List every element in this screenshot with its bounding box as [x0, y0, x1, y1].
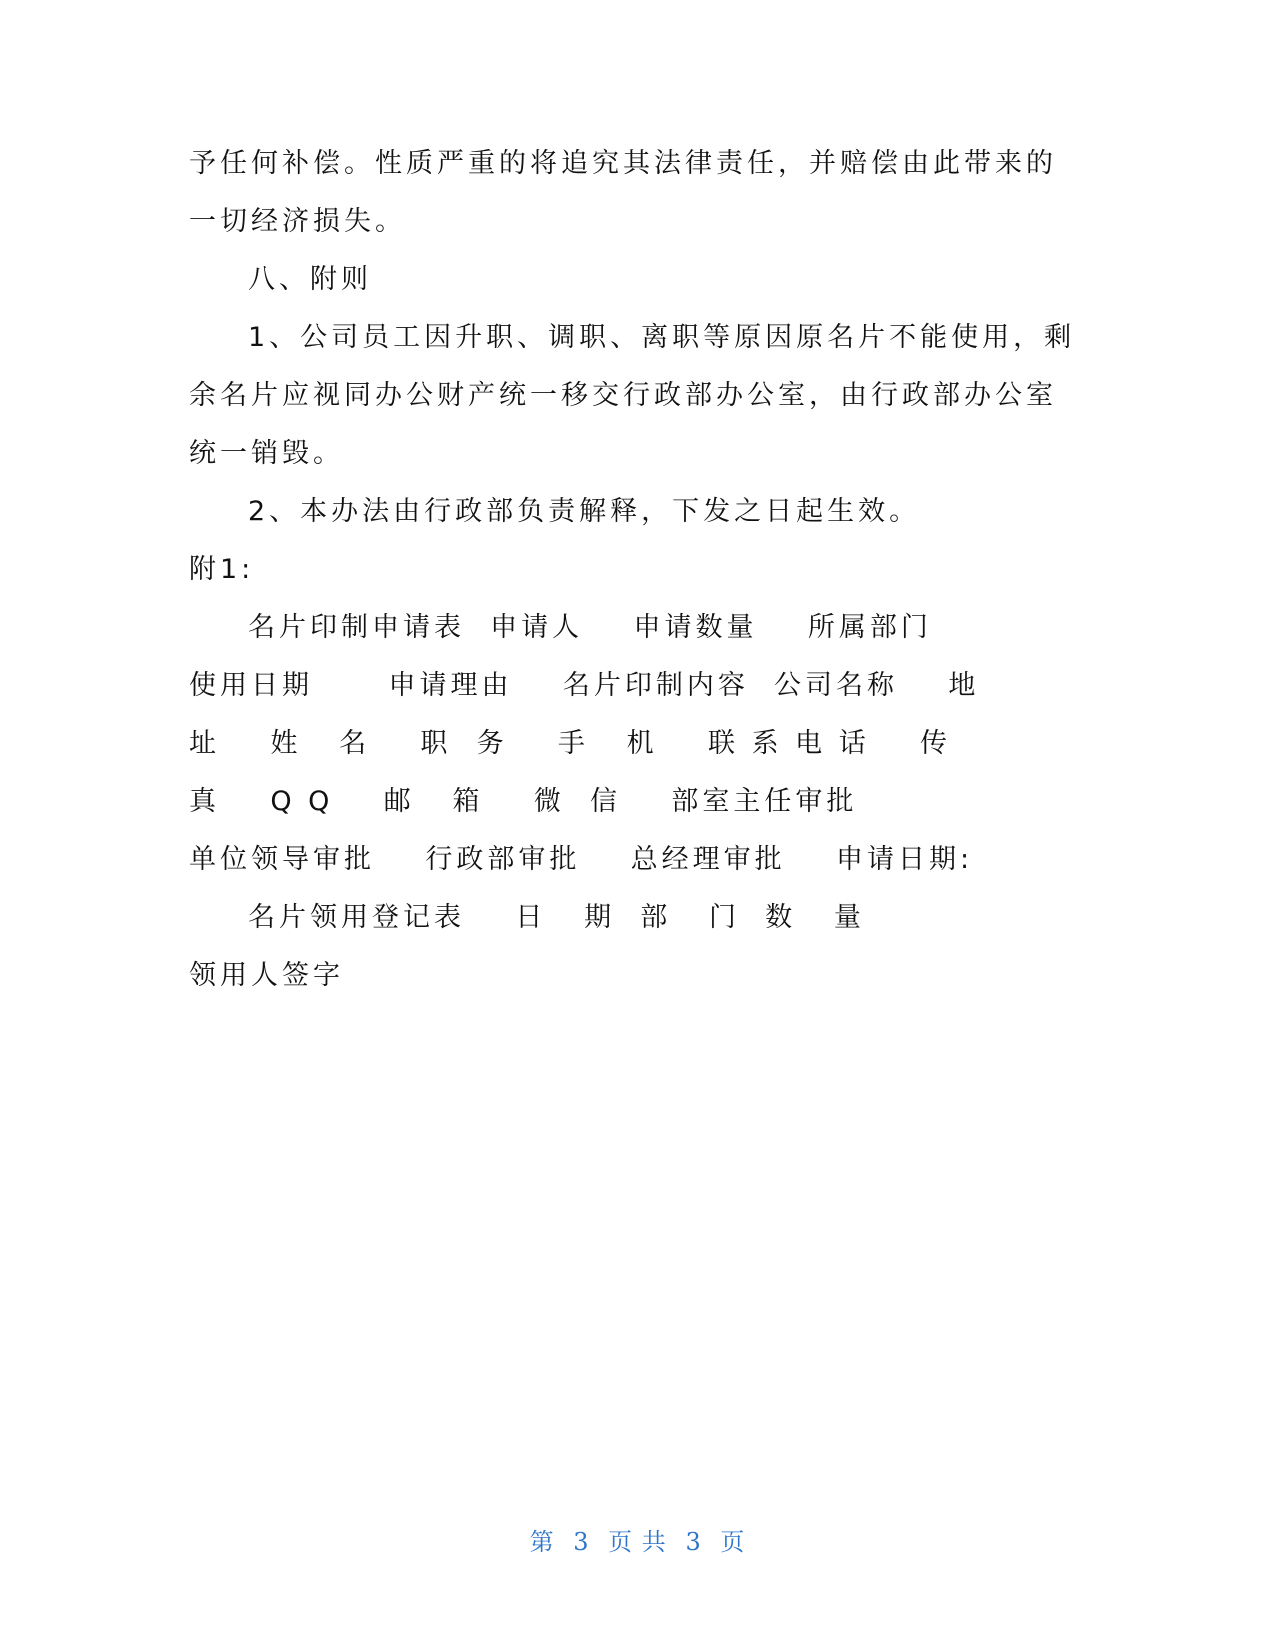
- form-line: 名片印制申请表 申请人 申请数量 所属部门: [248, 612, 932, 643]
- footer-prefix: 第: [529, 1528, 555, 1556]
- form-line: 址 姓 名 职 务 手 机 联 系 电 话 传: [189, 728, 952, 759]
- form-line: 单位领导审批 行政部审批 总经理审批 申请日期:: [189, 844, 974, 875]
- paragraph-line: 2、本办法由行政部负责解释，下发之日起生效。: [248, 496, 921, 527]
- paragraph-line: 一切经济损失。: [189, 206, 406, 237]
- current-page-number: 3: [573, 1528, 590, 1556]
- total-pages-number: 3: [685, 1528, 702, 1556]
- form-line: 名片领用登记表 日 期 部 门 数 量: [248, 902, 865, 933]
- form-line: 使用日期 申请理由 名片印制内容 公司名称 地: [189, 670, 980, 701]
- footer-suffix: 页: [720, 1528, 746, 1556]
- section-heading: 八、附则: [248, 264, 372, 295]
- paragraph-line: 予任何补偿。性质严重的将追究其法律责任，并赔偿由此带来的: [189, 148, 1057, 179]
- page-footer: [0, 1527, 1275, 1557]
- paragraph-line: 统一销毁。: [189, 438, 344, 469]
- paragraph-line: 1、公司员工因升职、调职、离职等原因原名片不能使用，剩: [248, 322, 1076, 353]
- attachment-label: 附1:: [189, 554, 255, 585]
- form-line: 真 Q Q 邮 箱 微 信 部室主任审批: [189, 786, 858, 817]
- footer-middle: 页 共: [608, 1528, 667, 1556]
- form-line: 领用人签字: [189, 960, 344, 991]
- paragraph-line: 余名片应视同办公财产统一移交行政部办公室，由行政部办公室: [189, 380, 1057, 411]
